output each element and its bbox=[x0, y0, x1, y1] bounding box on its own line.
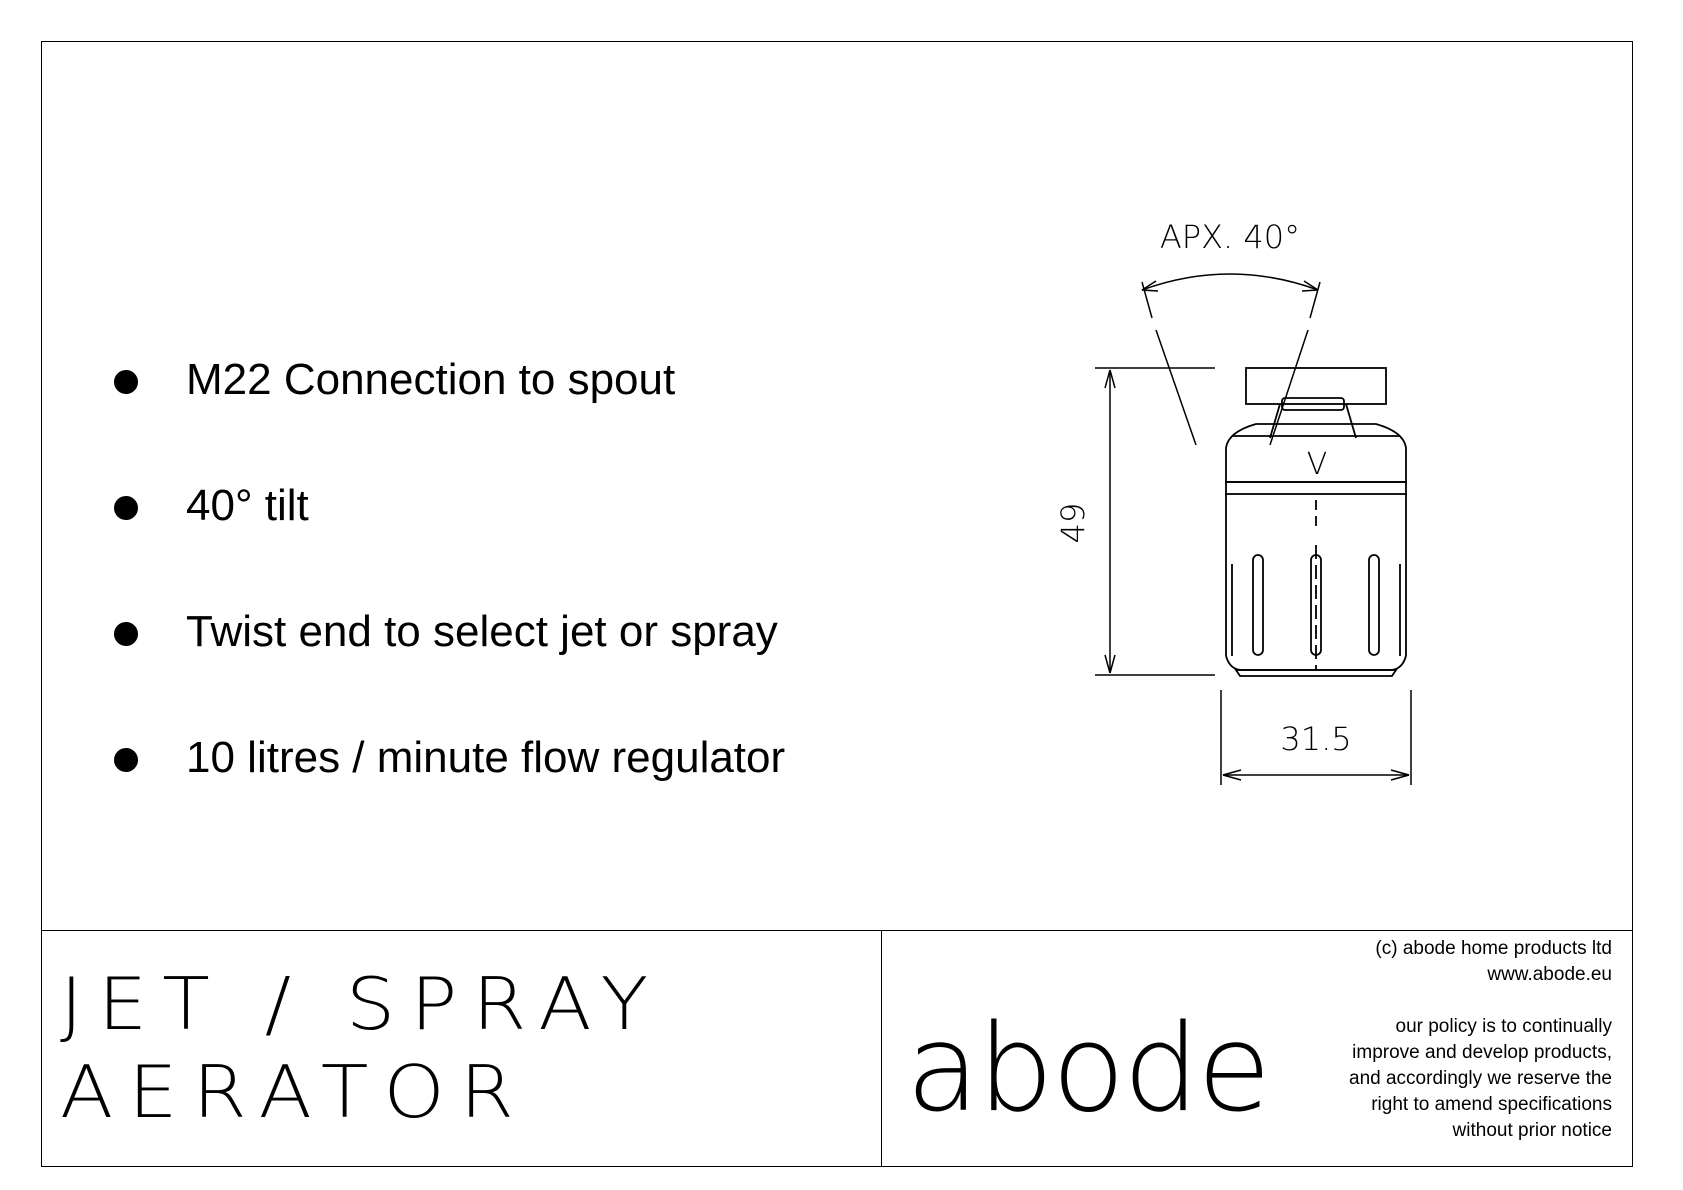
mark-label: V bbox=[1306, 447, 1328, 482]
abode-logo: abode bbox=[906, 1000, 1270, 1139]
height-label: 49 bbox=[1054, 502, 1092, 544]
aerator-body bbox=[1226, 368, 1406, 676]
bullet-icon bbox=[114, 622, 138, 646]
bullet-icon bbox=[114, 496, 138, 520]
title-block-vertical-divider bbox=[881, 930, 882, 1167]
website-text: www.abode.eu bbox=[1487, 964, 1612, 985]
policy-line: right to amend specifications bbox=[1371, 1094, 1612, 1115]
policy-line: without prior notice bbox=[1452, 1120, 1612, 1141]
product-title bbox=[60, 960, 664, 1136]
feature-text: M22 Connection to spout bbox=[186, 355, 676, 404]
feature-text: Twist end to select jet or spray bbox=[186, 607, 778, 656]
title-line-2: AERATOR bbox=[60, 1050, 529, 1134]
policy-line: and accordingly we reserve the bbox=[1349, 1068, 1612, 1089]
angle-label: APX. 40° bbox=[1159, 218, 1301, 256]
angle-arc bbox=[1142, 274, 1318, 290]
title-block-divider bbox=[41, 930, 1633, 931]
feature-text: 10 litres / minute flow regulator bbox=[186, 733, 786, 782]
policy-line: improve and develop products, bbox=[1352, 1042, 1612, 1063]
aerator-technical-drawing bbox=[1030, 200, 1470, 800]
policy-notice bbox=[1349, 1014, 1612, 1144]
angle-center-left bbox=[1156, 330, 1196, 445]
angle-center-right bbox=[1270, 330, 1308, 445]
company-info bbox=[1349, 936, 1612, 1144]
policy-line: our policy is to continually bbox=[1395, 1016, 1612, 1037]
width-label: 31.5 bbox=[1280, 720, 1352, 758]
feature-text: 40° tilt bbox=[186, 481, 309, 530]
bullet-icon bbox=[114, 748, 138, 772]
bullet-icon bbox=[114, 370, 138, 394]
copyright-text: (c) abode home products ltd bbox=[1375, 938, 1612, 959]
title-line-1: JET / SPRAY bbox=[60, 962, 664, 1046]
